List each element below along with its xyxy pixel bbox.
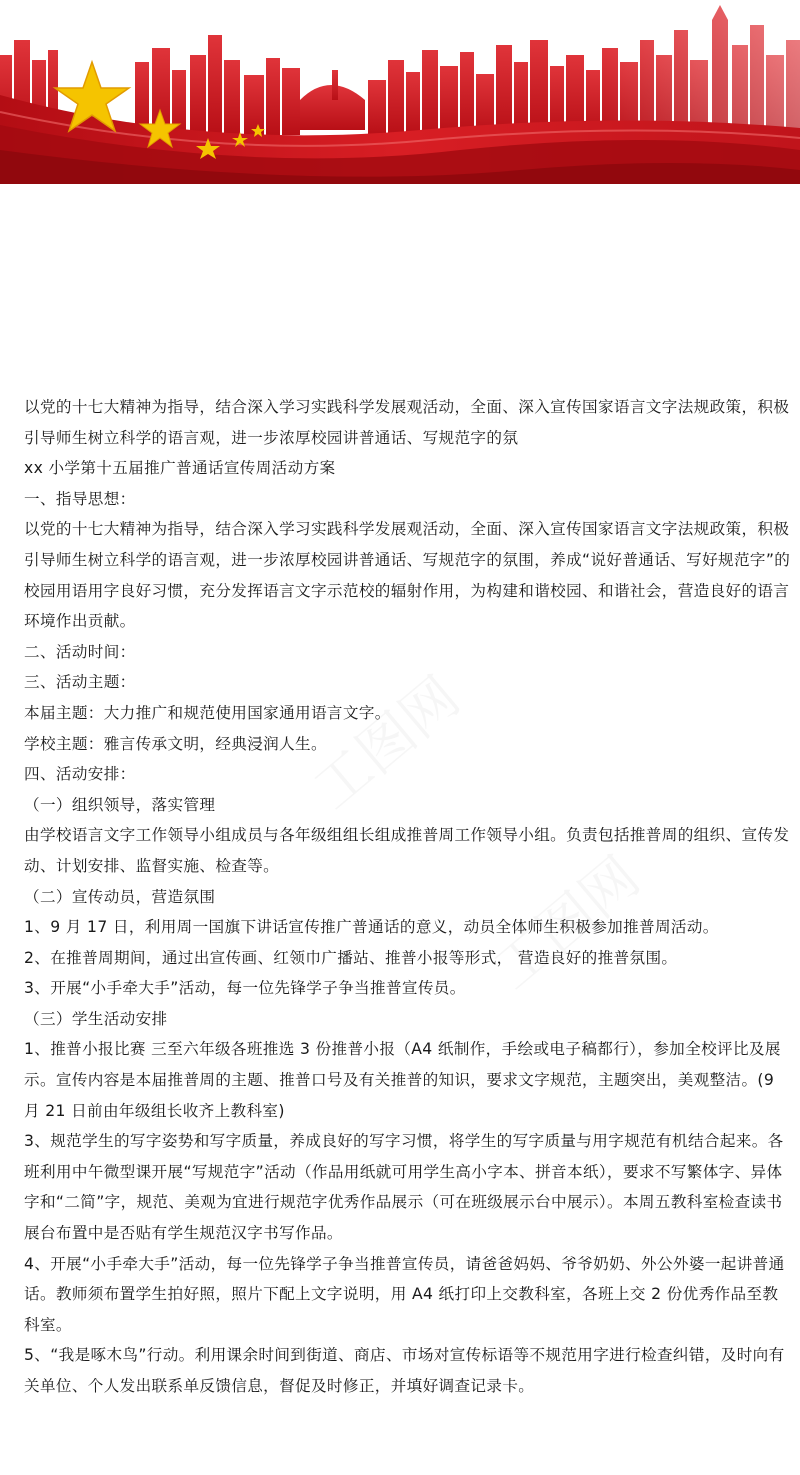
- subsection-heading: （一）组织领导，落实管理: [24, 795, 216, 814]
- document-title: xx 小学第十五届推广普通话宣传周活动方案: [24, 459, 336, 478]
- section-heading: 四、活动安排：: [24, 765, 136, 784]
- section-paragraph: 以党的十七大精神为指导，结合深入学习实践科学发展观活动，全面、深入宣传国家语言文字法规政策，积极引导师生树立科学的语言观，进一步浓厚校园讲普通话、写规范字的氛围，养成“说好普通话、写好规范字”的校园用语用字良好习惯，充分发挥语言文字示范校的辐射作用，为构建和谐校园、和谐社会，营造良好的语言环境作出贡献。: [24, 520, 791, 631]
- city-skyline-banner-graphic: [0, 0, 800, 190]
- header-banner: [0, 0, 800, 190]
- intro-paragraph: 以党的十七大精神为指导，结合深入学习实践科学发展观活动，全面、深入宣传国家语言文字法规政策，积极引导师生树立科学的语言观，进一步浓厚校园讲普通话、写规范字的氛: [24, 398, 790, 447]
- document-body: [24, 392, 794, 1402]
- list-item: 1、推普小报比赛 三至六年级各班推选 3 份推普小报（A4 纸制作，手绘或电子稿都行），参加全校评比及展示。宣传内容是本届推普周的主题、推普口号及有关推普的知识，要求文字规范，主题突出，美观整洁。(9 月 21 日前由年级组长收齐上教科室): [24, 1040, 781, 1120]
- theme-line: 本届主题：大力推广和规范使用国家通用语言文字。: [24, 703, 391, 722]
- list-item: 2、在推普周期间，通过出宣传画、红领巾广播站、推普小报等形式， 营造良好的推普氛围。: [24, 948, 678, 967]
- subsection-heading: （二）宣传动员，营造氛围: [24, 887, 216, 906]
- subsection-heading: （三）学生活动安排: [24, 1009, 168, 1028]
- list-item: 5、“我是啄木鸟”行动。利用课余时间到街道、商店、市场对宣传标语等不规范用字进行检查纠错，及时向有关单位、个人发出联系单反馈信息，督促及时修正，并填好调查记录卡。: [24, 1346, 785, 1395]
- list-item: 1、9 月 17 日，利用周一国旗下讲话宣传推广普通话的意义，动员全体师生积极参加推普周活动。: [24, 918, 719, 937]
- section-heading: 二、活动时间：: [24, 642, 136, 661]
- list-item: 4、开展“小手牵大手”活动，每一位先锋学子争当推普宣传员，请爸爸妈妈、爷爷奶奶、外公外婆一起讲普通话。教师须布置学生拍好照，照片下配上文字说明，用 A4 纸打印上交教科室，各班上交 2 份优秀作品至教科室。: [24, 1254, 785, 1334]
- section-heading: 三、活动主题：: [24, 673, 136, 692]
- section-paragraph: 由学校语言文字工作领导小组成员与各年级组组长组成推普周工作领导小组。负责包括推普周的组织、宣传发动、计划安排、监督实施、检查等。: [24, 826, 790, 875]
- theme-line: 学校主题：雅言传承文明，经典浸润人生。: [24, 734, 327, 753]
- list-item: 3、开展“小手牵大手”活动，每一位先锋学子争当推普宣传员。: [24, 979, 466, 998]
- section-heading: 一、指导思想：: [24, 489, 136, 508]
- list-item: 3、规范学生的写字姿势和写字质量，养成良好的写字习惯，将学生的写字质量与用字规范有机结合起来。各班利用中午微型课开展“写规范字”活动（作品用纸就可用学生高小字本、拼音本纸），要求不写繁体字、异体字和“二简”字，规范、美观为宜进行规范字优秀作品展示（可在班级展示台中展示）。本周五教科室检查读书展台布置中是否贴有学生规范汉字书写作品。: [24, 1132, 784, 1243]
